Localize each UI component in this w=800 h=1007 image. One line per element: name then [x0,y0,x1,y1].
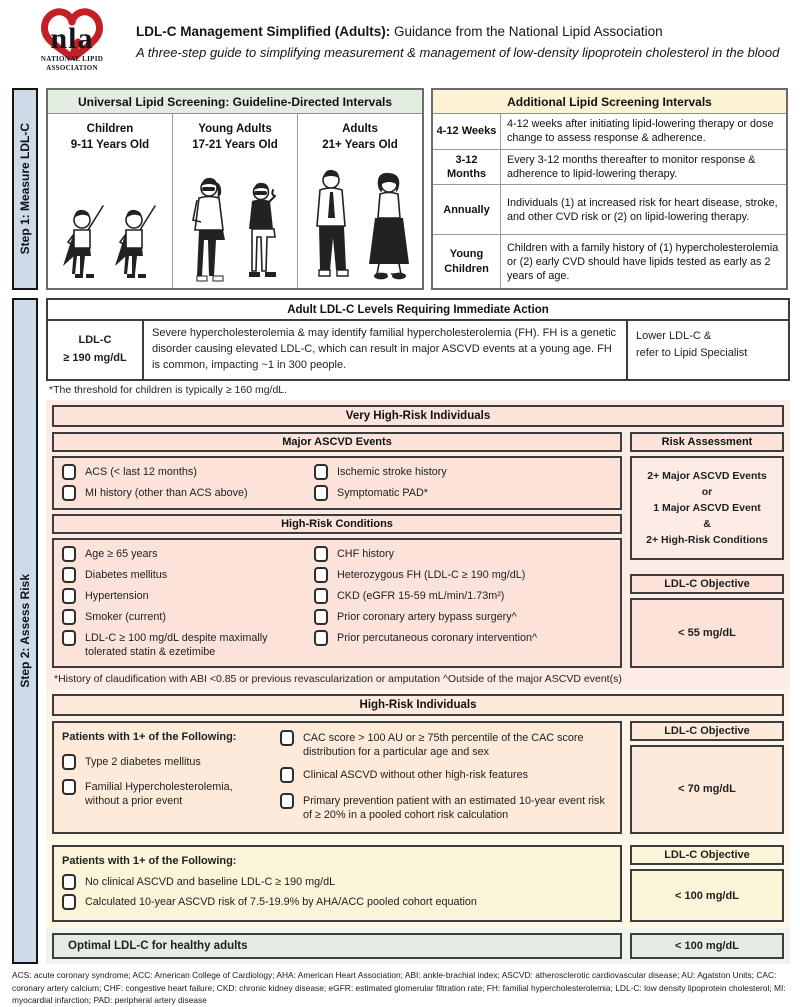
ldl-objective-column [630,845,784,922]
step2-sidebar [12,298,38,964]
checkbox[interactable] [314,464,328,480]
patients-heading: Patients with 1+ of the Following: [62,730,237,743]
interval-label: 4-12 Weeks [433,114,501,149]
claudification-footnote: *History of claudification with ABI <0.85 or previous revascularization or amputation ^Outside of the major ASCVD event(s) [54,672,622,685]
checkbox-label: LDL-C ≥ 100 mg/dL despite maximally tolerated statin & ezetimibe [85,631,268,658]
fh-description-cell: Severe hypercholesterolemia & may identify familial hypercholesterolemia (FH). FH is a genetic disorder causing elevated LDL-C, which can result in major ASCVD events at a young age. FH is common, impacting ~1 in 300 people. [144,321,628,379]
checkbox[interactable] [280,730,294,746]
checkbox[interactable] [62,630,76,646]
immediate-action-body [48,321,788,379]
high-risk-region [46,689,790,840]
checkbox-item [62,486,314,501]
abbreviations-footer: ACS: acute coronary syndrome; ACC: American College of Cardiology; AHA: American Heart Association; ABI: ankle-brachial index; ASCVD: atherosclerotic cardiovascular disease; AU: Agatston Units; CAC: coronary artery calcium; CHF: congestive heart failure; CKD: chronic kidney disease; eGFR: estimated glomerular filtration rate; FH: familial hypercholesterolemia; LDL-C: low density lipoprotein cholesterol; MI: myocardial infarction; PAD: peripheral artery disease [12,970,786,1006]
checkbox-label: Prior percutaneous coronary intervention^ [337,631,538,644]
checkbox[interactable] [62,464,76,480]
checkbox-label: Calculated 10-year ASCVD risk of 7.5-19.9% by AHA/ACC pooled cohort equation [85,896,477,908]
checkbox-label: No clinical ASCVD and baseline LDL-C ≥ 190 mg/dL [85,876,336,888]
adults-column [298,114,422,288]
ldl-objective-title: LDL-C Objective [630,845,784,865]
checkbox[interactable] [314,609,328,625]
universal-screening-panel [46,88,424,290]
checkbox[interactable] [314,630,328,646]
universal-screening-body [48,114,422,288]
checkbox[interactable] [62,567,76,583]
checkbox-label: CKD (eGFR 15-59 mL/min/1.73m²) [337,589,505,602]
checkbox[interactable] [314,485,328,501]
risk-assessment-column [630,432,784,668]
interval-label: 3-12 Months [433,150,501,185]
checkbox-label: ACS (< last 12 months) [85,465,197,478]
high-risk-conditions-box [52,538,622,668]
ldl-objective-value: < 100 mg/dL [630,869,784,922]
step1-section [12,88,790,290]
high-risk-criteria-box [52,721,622,834]
very-high-risk-region [46,400,790,689]
table-row [433,235,786,288]
young-adults-column [173,114,298,288]
patients-heading: Patients with 1+ of the Following: [62,855,237,867]
very-high-risk-criteria [52,432,622,668]
optimal-region [46,928,790,964]
risk-assessment-box: 2+ Major ASCVD Events or 1 Major ASCVD Event & 2+ High-Risk Conditions [630,456,784,560]
risk-assessment-title: Risk Assessment [630,432,784,452]
checkbox-item [314,486,612,501]
step1-sidebar-label: Step 1: Measure LDL-C [18,123,32,255]
moderate-risk-criteria-box [52,845,622,922]
immediate-action-title: Adult LDL-C Levels Requiring Immediate Action [48,300,788,321]
adults-illustration [305,168,415,286]
interval-label: Annually [433,185,501,234]
step2-content [46,298,790,964]
checkbox-label: MI history (other than ACS above) [85,486,248,499]
checkbox[interactable] [62,754,76,770]
title-block [136,8,779,86]
table-row [433,114,786,150]
checkbox[interactable] [280,767,294,783]
checkbox[interactable] [62,609,76,625]
ldl-objective-value: < 70 mg/dL [630,745,784,834]
page-subtitle: A three-step guide to simplifying measurement & management of low-density lipoprotein cholesterol in the blood [136,45,780,60]
checkbox-label: Familial Hypercholesterolemia, without a prior event [85,780,233,807]
checkbox-label: Clinical ASCVD without other high-risk features [303,768,529,781]
children-label: Children 9-11 Years Old [70,123,150,152]
action-cell: Lower LDL-C & refer to Lipid Specialist [636,330,748,359]
checkbox[interactable] [280,793,294,809]
checkbox-label: Age ≥ 65 years [85,547,158,560]
step1-sidebar [12,88,38,290]
checkbox-label: Smoker (current) [85,610,166,623]
interval-text: Children with a family history of (1) hypercholesterolemia or (2) early CVD should have lipids tested as early as 2 years of age. [507,241,779,282]
optimal-label: Optimal LDL-C for healthy adults [52,933,622,959]
checkbox[interactable] [62,485,76,501]
checkbox[interactable] [62,546,76,562]
ldl-objective-title: LDL-C Objective [630,721,784,741]
page-title: LDL-C Management Simplified (Adults): Guidance from the National Lipid Association [136,24,663,39]
ldl-objective-value: < 55 mg/dL [630,598,784,668]
major-ascvd-events-box [52,456,622,510]
nla-logo [22,8,122,86]
checkbox-label: Prior coronary artery bypass surgery^ [337,610,517,623]
checkbox-label: CAC score > 100 AU or ≥ 75th percentile of the CAC score distribution for a particular age and sex [303,731,584,758]
logo-org-name: NATIONAL LIPID ASSOCIATION [40,55,104,72]
checkbox[interactable] [62,874,76,890]
checkbox-label: Hypertension [85,589,149,602]
adults-label: Adults 21+ Years Old [322,123,398,152]
very-high-risk-title: Very High-Risk Individuals [52,405,784,427]
moderate-risk-region [46,840,790,928]
checkbox-label: Type 2 diabetes mellitus [85,755,201,768]
step2-sidebar-label: Step 2: Assess Risk [18,574,32,688]
additional-screening-panel [431,88,788,290]
checkbox-label: Diabetes mellitus [85,568,168,581]
young-adults-illustration [183,174,287,286]
interval-text: Every 3-12 months thereafter to monitor response & adherence to lipid-lowering therapy. [507,153,756,180]
step2-section [12,298,790,964]
ldl-objective-title: LDL-C Objective [630,574,784,594]
table-row [433,150,786,186]
interval-text: 4-12 weeks after initiating lipid-lowering therapy or dose change to assess response & adherence. [507,118,774,145]
checkbox[interactable] [314,546,328,562]
children-column [48,114,173,288]
optimal-value: < 100 mg/dL [630,933,784,959]
checkbox[interactable] [62,779,76,795]
immediate-action-table [46,298,790,381]
children-illustration [58,194,162,286]
logo-text: nla [50,22,94,55]
checkbox-item [62,465,314,480]
additional-screening-title: Additional Lipid Screening Intervals [433,90,786,114]
header [0,0,800,88]
ldl-objective-column [630,721,784,834]
checkbox-label: Ischemic stroke history [337,465,447,478]
checkbox-label: Heterozygous FH (LDL-C ≥ 190 mg/dL) [337,568,526,581]
checkbox-label: CHF history [337,547,394,560]
interval-text: Individuals (1) at increased risk for heart disease, stroke, and other CVD risk or (2) on lipid-lowering therapy. [507,196,778,223]
ldl-threshold-cell: LDL-C ≥ 190 mg/dL [48,321,144,379]
checkbox[interactable] [62,894,76,910]
checkbox[interactable] [62,588,76,604]
checkbox[interactable] [314,588,328,604]
checkbox-item [314,465,612,480]
interval-label: Young Children [433,235,501,288]
universal-screening-title: Universal Lipid Screening: Guideline-Directed Intervals [48,90,422,114]
high-risk-conditions-title: High-Risk Conditions [52,514,622,534]
table-row [433,185,786,235]
checkbox-label: Symptomatic PAD* [337,486,428,499]
children-threshold-footnote: *The threshold for children is typically ≥ 160 mg/dL. [49,383,288,396]
high-risk-title: High-Risk Individuals [52,694,784,716]
checkbox-label: Primary prevention patient with an estimated 10-year event risk of ≥ 20% in a pooled cohort risk calculation [303,794,605,821]
checkbox[interactable] [314,567,328,583]
young-adults-label: Young Adults 17-21 Years Old [192,123,278,152]
major-ascvd-events-title: Major ASCVD Events [52,432,622,452]
